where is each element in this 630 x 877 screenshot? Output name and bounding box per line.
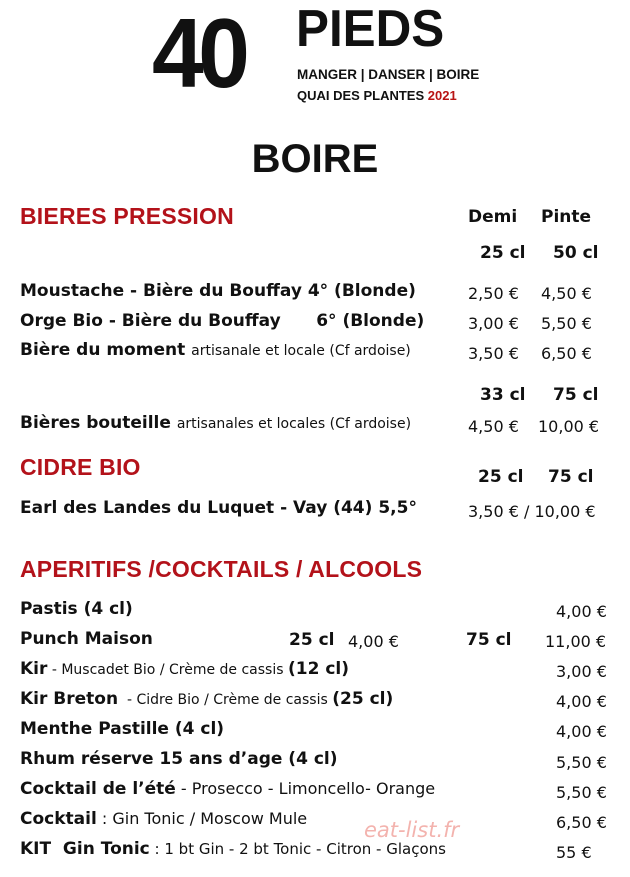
menu-item-rhum (20, 749, 338, 769)
punch-price-small: 4,00 € (348, 632, 399, 651)
section-heading-cidre: CIDRE BIO (20, 454, 141, 480)
item-name: Cocktail (20, 809, 97, 829)
item-name: Punch Maison (20, 629, 153, 649)
logo-number: 40 (152, 0, 245, 108)
punch-volume-large: 75 cl (466, 630, 512, 650)
item-price: 11,00 € (545, 632, 607, 651)
item-name: Pastis (4 cl) (20, 599, 133, 619)
item-price: 5,50 € (556, 783, 607, 802)
item-description: artisanale et locale (Cf ardoise) (191, 343, 411, 359)
watermark: eat-list.fr (364, 818, 460, 842)
page-title: BOIRE (251, 137, 379, 181)
item-name: Kir (20, 659, 48, 679)
volume-cidre-large: 75 cl (548, 467, 594, 487)
item-price: 55 € (556, 843, 592, 862)
item-description: artisanales et locales (Cf ardoise) (176, 416, 412, 432)
punch-volume-small: 25 cl (289, 630, 335, 650)
logo-tagline: MANGER | DANSER | BOIRE (297, 67, 480, 82)
price-pinte: 5,50 € (541, 314, 592, 333)
menu-item-orge-bio (20, 311, 424, 331)
item-description: - Cidre Bio / Crème de cassis (118, 692, 333, 708)
item-volume: (12 cl) (287, 659, 349, 679)
logo-location-text: QUAI DES PLANTES (297, 88, 425, 103)
volume-bouteille-small: 33 cl (480, 385, 526, 405)
menu-item-punch (20, 629, 153, 649)
item-description: : Gin Tonic / Moscow Mule (96, 809, 308, 828)
column-head-demi: Demi (468, 207, 518, 227)
item-name: Bières bouteille (20, 413, 171, 433)
item-name: KIT Gin Tonic (20, 839, 150, 859)
volume-bouteille-large: 75 cl (553, 385, 599, 405)
item-price: 4,00 € (556, 722, 607, 741)
item-description: - Muscadet Bio / Crème de cassis (47, 662, 288, 678)
item-price: 5,50 € (556, 753, 607, 772)
item-name: Earl des Landes du Luquet - Vay (44) 5,5° (20, 498, 417, 518)
item-price: 3,00 € (556, 662, 607, 681)
item-volume: (25 cl) (332, 689, 394, 709)
price-demi: 3,00 € (468, 314, 519, 333)
item-name: Moustache - Bière du Bouffay 4° (Blonde) (20, 281, 416, 301)
item-name: Kir Breton (20, 689, 119, 709)
menu-item-cocktail-ete (20, 779, 435, 799)
price-small: 4,50 € (468, 417, 519, 436)
item-name: Menthe Pastille (4 cl) (20, 719, 225, 739)
price-demi: 2,50 € (468, 284, 519, 303)
menu-item-kit-gin-tonic (20, 839, 446, 859)
volume-cidre-small: 25 cl (478, 467, 524, 487)
menu-item-moustache (20, 281, 416, 301)
menu-item-pastis (20, 599, 133, 619)
section-heading-aperitifs: APERITIFS /COCKTAILS / ALCOOLS (20, 556, 423, 582)
item-name: Rhum réserve 15 ans d’age (4 cl) (20, 749, 338, 769)
item-name: Orge Bio - Bière du Bouffay 6° (Blonde) (20, 311, 425, 331)
item-price: 6,50 € (556, 813, 607, 832)
price-demi: 3,50 € (468, 344, 519, 363)
menu-item-kir (20, 659, 349, 679)
section-heading-bieres: BIERES PRESSION (20, 203, 234, 229)
item-name: Bière du moment (20, 340, 186, 360)
menu-item-earl-des-landes (20, 498, 417, 518)
item-price: 4,00 € (556, 602, 607, 621)
item-description: : 1 bt Gin - 2 bt Tonic - Citron - Glaçons (149, 840, 446, 858)
volume-demi: 25 cl (480, 243, 526, 263)
menu-item-kir-breton (20, 689, 393, 709)
price-pinte: 6,50 € (541, 344, 592, 363)
price-large: 10,00 € (538, 417, 600, 436)
item-description: - Prosecco - Limoncello- Orange (175, 779, 436, 798)
price-cidre: 3,50 € / 10,00 € (468, 502, 596, 521)
menu-item-biere-du-moment (20, 340, 411, 360)
logo-name: PIEDS (296, 0, 445, 58)
item-price: 4,00 € (556, 692, 607, 711)
price-pinte: 4,50 € (541, 284, 592, 303)
volume-pinte: 50 cl (553, 243, 599, 263)
logo-location (297, 88, 457, 103)
column-head-pinte: Pinte (541, 207, 592, 227)
menu-item-cocktail (20, 809, 307, 829)
logo-year: 2021 (427, 88, 457, 103)
item-name: Cocktail de l’été (20, 779, 176, 799)
menu-item-bieres-bouteille (20, 413, 411, 433)
menu-item-menthe-pastille (20, 719, 224, 739)
